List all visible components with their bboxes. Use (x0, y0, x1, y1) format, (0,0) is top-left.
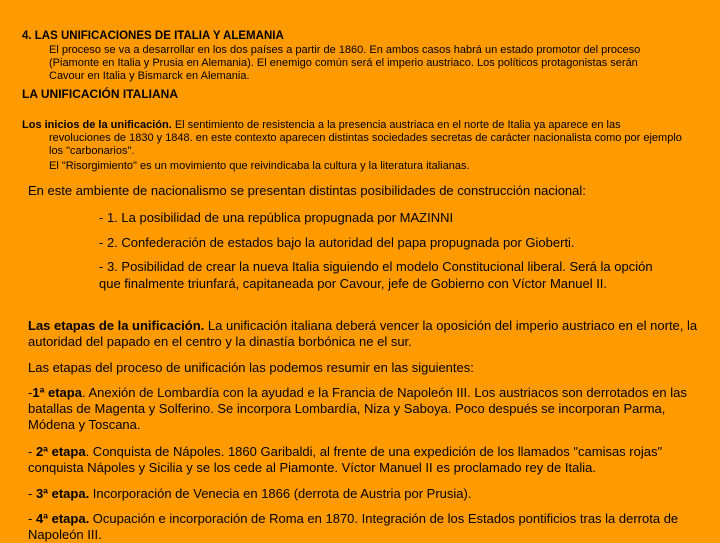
inicios-first-line (22, 119, 682, 132)
stage-text: Ocupación e incorporación de Roma en 1870. Integración de los Estados pontificios tras la derrota de Napoleón III. (28, 511, 679, 542)
stage-text: . Anexión de Lombardía con la ayudad e la Francia de Napoleón III. Los austriacos son derrotados en las batallas de Magenta y Solferino. Se incorpora Lombardía, Niza y Saboya. Poco después se incorporan Parma, Módena y Toscana. (28, 385, 687, 432)
stage-prefix: - (28, 444, 36, 459)
intro-paragraph: El proceso se va a desarrollar en los dos países a partir de 1860. En ambos casos habrá un estado promotor del proceso (Piamonte en Italia y Prusia en Alemania). El enemigo común será el imperio austriaco. Los políticos protagonistas serán Cavour en Italia y Bismarck en Alemania. (49, 44, 641, 83)
stage-item (28, 511, 698, 543)
stage-item (28, 486, 698, 502)
stage-label: 2ª etapa (35, 444, 86, 459)
subsection-heading: LA UNIFICACIÓN ITALIANA (22, 87, 178, 101)
stage-prefix: - (28, 511, 36, 526)
stage-label: 3ª etapa. (35, 486, 90, 501)
risorgimento-paragraph: El "Risorgimiento" es un movimiento que reivindicaba la cultura y la literatura italianas. (49, 160, 470, 172)
inicios-text-rest: revoluciones de 1830 y 1848. en este contexto aparecen distintas sociedades secretas de carácter nacionalista como por ejemplo los "carbonarios". (49, 132, 682, 158)
stage-label: 4ª etapa. (35, 511, 90, 526)
resumir-paragraph: Las etapas del proceso de unificación las podemos resumir en las siguientes: (28, 360, 474, 375)
inicios-label: Los inicios de la unificación. (22, 119, 172, 131)
section-heading: 4. LAS UNIFICACIONES DE ITALIA Y ALEMANIA (22, 30, 284, 42)
option-item: - 3. Posibilidad de crear la nueva Italia siguiendo el modelo Constitucional liberal. Será la opción que finalmente triunfará, capitaneada por Cavour, jefe de Gobierno con Víctor Manuel II. (99, 259, 653, 291)
inicios-paragraph (22, 119, 682, 159)
option-item: - 1. La posibilidad de una república propugnada por MAZINNI (99, 210, 454, 225)
etapas-paragraph (28, 318, 698, 350)
option-item: - 2. Confederación de estados bajo la autoridad del papa propugnada por Gioberti. (99, 235, 575, 250)
etapas-label: Las etapas de la unificación. (28, 318, 205, 333)
etapas-text: La unificación italiana deberá vencer la oposición del imperio austriaco en el norte, la autoridad del papado en el centro y la dinastía borbónica ne el sur. (28, 318, 698, 349)
stage-label: 1ª etapa (32, 385, 82, 400)
stage-prefix: - (28, 486, 36, 501)
stage-item (28, 385, 698, 433)
ambiente-paragraph: En este ambiente de nacionalismo se presentan distintas posibilidades de construcción nacional: (28, 183, 586, 198)
stage-prefix: - (28, 385, 33, 400)
stage-text: Incorporación de Venecia en 1866 (derrota de Austria por Prusia). (89, 486, 472, 501)
stage-item (28, 444, 698, 476)
inicios-text-line1: El sentimiento de resistencia a la presencia austriaca en el norte de Italia ya aparece en las (171, 119, 621, 131)
stage-text: . Conquista de Nápoles. 1860 Garibaldi, al frente de una expedición de los llamados "camisas rojas" conquista Nápoles y Sicilia y se los cede al Piamonte. Víctor Manuel II es proclamado rey de Italia. (28, 444, 663, 475)
